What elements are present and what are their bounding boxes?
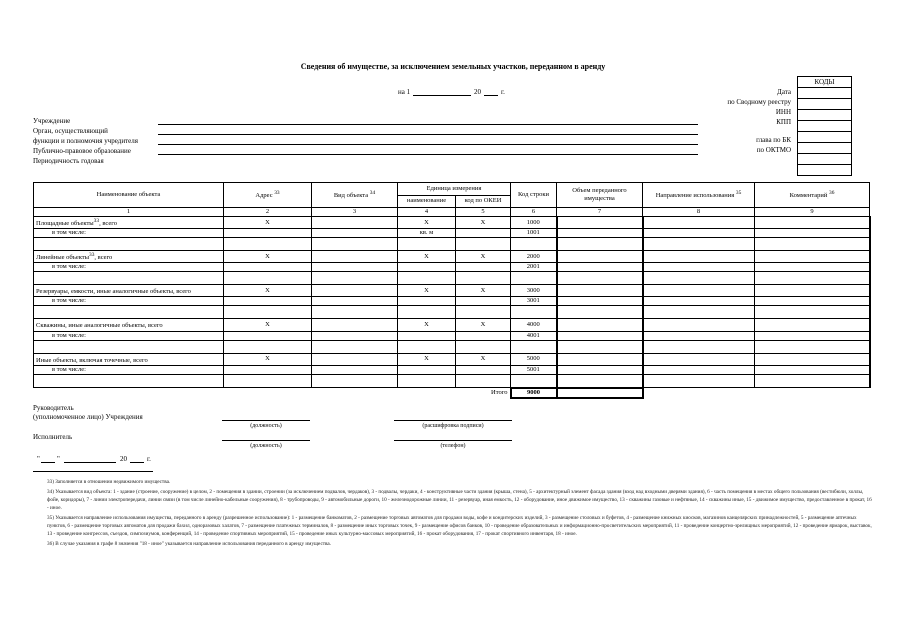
blank-cell[interactable] bbox=[557, 374, 643, 388]
group-unit: Х bbox=[398, 285, 456, 297]
code-bk[interactable] bbox=[798, 143, 851, 154]
group-type[interactable] bbox=[312, 353, 398, 365]
code-kpp[interactable] bbox=[798, 121, 851, 132]
group-sub-row bbox=[34, 229, 870, 238]
blank-cell[interactable] bbox=[755, 340, 870, 353]
codes-box bbox=[797, 76, 852, 176]
head-position-field[interactable] bbox=[222, 420, 310, 421]
sub-direction[interactable] bbox=[643, 263, 755, 272]
caption-position-2: (должность) bbox=[250, 443, 282, 449]
code-inn[interactable] bbox=[798, 110, 851, 121]
blank-cell[interactable] bbox=[456, 238, 511, 251]
sub-okei[interactable] bbox=[456, 331, 511, 340]
group-sub-row bbox=[34, 263, 870, 272]
blank-cell[interactable] bbox=[224, 374, 312, 388]
public-entity-field[interactable] bbox=[158, 154, 698, 155]
blank-cell[interactable] bbox=[398, 238, 456, 251]
group-code: 1000 bbox=[511, 217, 557, 229]
group-unit: Х bbox=[398, 217, 456, 229]
col-num: 7 bbox=[557, 208, 643, 217]
footnotes bbox=[33, 478, 873, 548]
sub-direction[interactable] bbox=[643, 229, 755, 238]
sub-address[interactable] bbox=[224, 297, 312, 306]
header-address: Адрес $^{33}$ bbox=[224, 183, 312, 208]
authority-field-1[interactable] bbox=[158, 134, 698, 135]
header-type: Вид объекта $^{34}$ bbox=[312, 183, 398, 208]
header-name: Наименование объекта bbox=[34, 183, 224, 208]
blank-cell[interactable] bbox=[643, 340, 755, 353]
date-prefix: на 1 bbox=[398, 88, 411, 96]
col-num: 1 bbox=[34, 208, 224, 217]
column-numbers-row bbox=[34, 208, 870, 217]
sub-address[interactable] bbox=[224, 229, 312, 238]
sub-unit: кв. м bbox=[398, 229, 456, 238]
sub-comment[interactable] bbox=[755, 229, 870, 238]
label-oktmo: по ОКТМО bbox=[756, 146, 791, 154]
header-unit: Единица измерения bbox=[398, 183, 511, 196]
code-empty bbox=[798, 132, 851, 143]
executor-label: Исполнитель bbox=[33, 433, 73, 441]
blank-cell[interactable] bbox=[456, 272, 511, 285]
blank-cell[interactable] bbox=[456, 340, 511, 353]
sub-code: 1001 bbox=[511, 229, 557, 238]
blank-cell[interactable] bbox=[312, 306, 398, 319]
group-comment[interactable] bbox=[755, 319, 870, 331]
date-year-field[interactable] bbox=[484, 95, 498, 96]
label-kpp: КПП bbox=[776, 118, 791, 126]
sub-okei[interactable] bbox=[456, 263, 511, 272]
sub-unit bbox=[398, 331, 456, 340]
group-sub-label: в том числе: bbox=[34, 297, 224, 306]
group-sub-label: в том числе: bbox=[34, 331, 224, 340]
group-address: Х bbox=[224, 217, 312, 229]
blank-cell[interactable] bbox=[557, 272, 643, 285]
code-oktmo[interactable] bbox=[798, 154, 851, 165]
group-code: 4000 bbox=[511, 319, 557, 331]
group-type[interactable] bbox=[312, 319, 398, 331]
group-row bbox=[34, 319, 870, 331]
header-comment: Комментарий $^{36}$ bbox=[755, 183, 870, 208]
label-authority-2: функции и полномочия учредителя bbox=[33, 137, 138, 145]
blank-cell[interactable] bbox=[34, 238, 224, 251]
sub-direction[interactable] bbox=[643, 297, 755, 306]
group-okei: Х bbox=[456, 217, 511, 229]
blank-cell[interactable] bbox=[557, 340, 643, 353]
sign-year-suffix: г. bbox=[147, 455, 151, 463]
label-inn: ИНН bbox=[775, 108, 791, 116]
blank-cell[interactable] bbox=[34, 272, 224, 285]
total-label: Итого bbox=[491, 389, 508, 397]
group-unit: Х bbox=[398, 251, 456, 263]
blank-cell[interactable] bbox=[643, 238, 755, 251]
sign-year-prefix: 20 bbox=[120, 455, 127, 463]
sub-okei[interactable] bbox=[456, 229, 511, 238]
blank-cell[interactable] bbox=[755, 306, 870, 319]
sub-comment[interactable] bbox=[755, 263, 870, 272]
blank-cell[interactable] bbox=[456, 374, 511, 388]
label-authority-1: Орган, осуществляющий bbox=[33, 127, 108, 135]
footnote-35: 35) Указывается направление использования имущества, переданного в аренду (разрешенное использование): 1 - размещение банкоматов, 2 - размещение торговых автоматов для продажи воды, кофе и кондитерских изделий, 3 - размещение столовых и буфетов, 4 - размещение книжных киосков, магазинов канцелярских принадлежностей, 5 - размещение аптечных пунктов, 6 - размещение торговых автоматов для продажи бахил, одноразовых халатов, 7 - размещение платежных терминалов, 8 - размещение иных торговых точек, 9 - размещение офисов банков, 10 - проведение образовательных и информационно-просветительских мероприятий, 11 - проведение концертно-зрелищных мероприятий, 12 - проведение ярмарок, выставок, 13 - проведение конгрессов, съездов, симпозиумов, конференций, 14 - проведение спортивных мероприятий, 15 - проведение иных культурно-массовых мероприятий, 16 - прокат оборудования, 17 - прокат спортивного инвентаря, 18 - иное. bbox=[47, 515, 872, 537]
col-num: 5 bbox=[456, 208, 511, 217]
sub-comment[interactable] bbox=[755, 365, 870, 374]
group-sub-label: в том числе: bbox=[34, 263, 224, 272]
form-title: Сведения об имуществе, за исключением земельных участков, переданном в аренду bbox=[300, 62, 606, 71]
caption-phone: (телефон) bbox=[440, 443, 466, 449]
group-unit: Х bbox=[398, 353, 456, 365]
total-code: 9000 bbox=[511, 388, 557, 398]
group-sub-label: в том числе: bbox=[34, 229, 224, 238]
group-sub-row bbox=[34, 297, 870, 306]
group-blank-row bbox=[34, 340, 870, 353]
blank-cell[interactable] bbox=[755, 272, 870, 285]
blank-cell[interactable] bbox=[511, 238, 557, 251]
sub-address[interactable] bbox=[224, 331, 312, 340]
authority-field-2[interactable] bbox=[158, 144, 698, 145]
group-type[interactable] bbox=[312, 285, 398, 297]
sign-year-field[interactable] bbox=[130, 462, 144, 463]
group-name: Скважины, иные аналогичные объекты, всего bbox=[34, 319, 224, 331]
group-blank-row bbox=[34, 306, 870, 319]
group-volume[interactable] bbox=[557, 217, 643, 229]
group-unit: Х bbox=[398, 319, 456, 331]
sub-address[interactable] bbox=[224, 365, 312, 374]
sign-head-label: Руководитель bbox=[33, 404, 74, 412]
group-sub-row bbox=[34, 365, 870, 374]
head-decoding-field[interactable] bbox=[394, 420, 512, 421]
group-sub-label: в том числе: bbox=[34, 365, 224, 374]
blank-cell[interactable] bbox=[224, 272, 312, 285]
footnote-33: 33) Заполняется в отношении недвижимого имущества. bbox=[47, 479, 171, 485]
total-volume[interactable] bbox=[557, 388, 643, 398]
executor-phone-field[interactable] bbox=[394, 440, 512, 441]
group-volume[interactable] bbox=[557, 319, 643, 331]
blank-cell[interactable] bbox=[643, 306, 755, 319]
col-num: 6 bbox=[511, 208, 557, 217]
group-comment[interactable] bbox=[755, 353, 870, 365]
header-volume: Объем переданного имущества bbox=[557, 183, 643, 208]
col-num: 9 bbox=[755, 208, 870, 217]
blank-cell[interactable] bbox=[643, 374, 755, 388]
sub-code: 2001 bbox=[511, 263, 557, 272]
blank-cell[interactable] bbox=[312, 340, 398, 353]
group-row bbox=[34, 353, 870, 365]
blank-cell[interactable] bbox=[557, 238, 643, 251]
blank-cell[interactable] bbox=[557, 306, 643, 319]
group-address: Х bbox=[224, 251, 312, 263]
blank-cell[interactable] bbox=[34, 306, 224, 319]
group-okei: Х bbox=[456, 285, 511, 297]
group-address: Х bbox=[224, 285, 312, 297]
blank-cell[interactable] bbox=[511, 374, 557, 388]
footnote-separator bbox=[33, 471, 153, 472]
group-direction[interactable] bbox=[643, 353, 755, 365]
sub-okei[interactable] bbox=[456, 365, 511, 374]
label-public-entity: Публично-правовое образование bbox=[33, 147, 131, 155]
col-num: 4 bbox=[398, 208, 456, 217]
group-direction[interactable] bbox=[643, 251, 755, 263]
sub-volume[interactable] bbox=[557, 365, 643, 374]
sub-type[interactable] bbox=[312, 365, 398, 374]
sub-code: 5001 bbox=[511, 365, 557, 374]
label-registry: по Сводному реестру bbox=[727, 98, 791, 106]
blank-cell[interactable] bbox=[643, 272, 755, 285]
group-name: Площадные объекты$^{33}$, всего bbox=[34, 217, 224, 229]
sub-comment[interactable] bbox=[755, 297, 870, 306]
sub-unit bbox=[398, 365, 456, 374]
group-address: Х bbox=[224, 353, 312, 365]
total-row bbox=[34, 388, 870, 398]
label-date: Дата bbox=[777, 88, 791, 96]
group-direction[interactable] bbox=[643, 285, 755, 297]
sub-type[interactable] bbox=[312, 331, 398, 340]
property-table bbox=[33, 182, 871, 399]
sign-head-label-2: (уполномоченное лицо) Учреждения bbox=[33, 413, 143, 421]
group-blank-row bbox=[34, 272, 870, 285]
group-comment[interactable] bbox=[755, 285, 870, 297]
blank-cell[interactable] bbox=[224, 340, 312, 353]
group-type[interactable] bbox=[312, 217, 398, 229]
blank-cell[interactable] bbox=[398, 340, 456, 353]
group-comment[interactable] bbox=[755, 251, 870, 263]
group-code: 5000 bbox=[511, 353, 557, 365]
blank-cell[interactable] bbox=[755, 374, 870, 388]
group-row bbox=[34, 285, 870, 297]
sub-code: 3001 bbox=[511, 297, 557, 306]
blank-cell[interactable] bbox=[456, 306, 511, 319]
executor-position-field[interactable] bbox=[222, 440, 310, 441]
date-quote-close: " bbox=[57, 455, 60, 463]
label-periodicity: Периодичность годовая bbox=[33, 157, 104, 165]
date-quote-open: " bbox=[37, 455, 40, 463]
group-name: Резервуары, емкости, иные аналогичные объекты, всего bbox=[34, 285, 224, 297]
footnote-36: 36) В случае указания в графе 8 значения "18 - иное" указывается направление использования переданного в аренду имущества. bbox=[47, 541, 332, 547]
date-day-month-field[interactable] bbox=[413, 95, 471, 96]
blank-cell[interactable] bbox=[511, 340, 557, 353]
blank-cell[interactable] bbox=[312, 272, 398, 285]
sub-volume[interactable] bbox=[557, 229, 643, 238]
sub-type[interactable] bbox=[312, 229, 398, 238]
blank-cell[interactable] bbox=[34, 340, 224, 353]
sub-okei[interactable] bbox=[456, 297, 511, 306]
sub-volume[interactable] bbox=[557, 263, 643, 272]
header-unit-okei: код по ОКЕИ bbox=[456, 195, 511, 208]
col-num: 3 bbox=[312, 208, 398, 217]
codes-header: КОДЫ bbox=[798, 77, 851, 88]
label-bk: глава по БК bbox=[756, 136, 791, 144]
sub-type[interactable] bbox=[312, 297, 398, 306]
group-okei: Х bbox=[456, 319, 511, 331]
blank-cell[interactable] bbox=[511, 306, 557, 319]
blank-cell[interactable] bbox=[511, 272, 557, 285]
code-period bbox=[798, 165, 851, 175]
sub-direction[interactable] bbox=[643, 331, 755, 340]
blank-cell[interactable] bbox=[398, 374, 456, 388]
group-direction[interactable] bbox=[643, 217, 755, 229]
sub-unit bbox=[398, 263, 456, 272]
group-volume[interactable] bbox=[557, 353, 643, 365]
blank-cell[interactable] bbox=[224, 238, 312, 251]
blank-cell[interactable] bbox=[34, 374, 224, 388]
label-institution: Учреждение bbox=[33, 117, 71, 125]
sub-type[interactable] bbox=[312, 263, 398, 272]
group-comment[interactable] bbox=[755, 217, 870, 229]
blank-cell[interactable] bbox=[398, 272, 456, 285]
blank-cell[interactable] bbox=[312, 374, 398, 388]
group-sub-row bbox=[34, 331, 870, 340]
sub-volume[interactable] bbox=[557, 297, 643, 306]
header-unit-name: наименование bbox=[398, 195, 456, 208]
date-suffix: г. bbox=[501, 88, 505, 96]
sign-day-field[interactable] bbox=[41, 462, 55, 463]
date-year-prefix: 20 bbox=[474, 88, 481, 96]
header-direction: Направление использования $^{35}$ bbox=[643, 183, 755, 208]
group-code: 2000 bbox=[511, 251, 557, 263]
institution-field[interactable] bbox=[158, 124, 698, 125]
caption-decoding: (расшифровка подписи) bbox=[422, 423, 484, 429]
blank-cell[interactable] bbox=[312, 238, 398, 251]
group-name: Иные объекты, включая точечные, всего bbox=[34, 353, 224, 365]
blank-cell[interactable] bbox=[755, 238, 870, 251]
sub-direction[interactable] bbox=[643, 365, 755, 374]
header-row-code: Код строки bbox=[511, 183, 557, 208]
sub-code: 4001 bbox=[511, 331, 557, 340]
code-registry[interactable] bbox=[798, 99, 851, 110]
col-num: 8 bbox=[643, 208, 755, 217]
group-row bbox=[34, 217, 870, 229]
col-num: 2 bbox=[224, 208, 312, 217]
group-volume[interactable] bbox=[557, 285, 643, 297]
sign-month-field[interactable] bbox=[64, 462, 116, 463]
group-blank-row bbox=[34, 374, 870, 388]
group-name: Линейные объекты$^{33}$, всего bbox=[34, 251, 224, 263]
group-volume[interactable] bbox=[557, 251, 643, 263]
group-okei: Х bbox=[456, 353, 511, 365]
code-date[interactable] bbox=[798, 88, 851, 99]
groups-body bbox=[34, 217, 870, 388]
group-type[interactable] bbox=[312, 251, 398, 263]
sub-comment[interactable] bbox=[755, 331, 870, 340]
caption-position: (должность) bbox=[250, 423, 282, 429]
sub-unit bbox=[398, 297, 456, 306]
group-blank-row bbox=[34, 238, 870, 251]
sub-address[interactable] bbox=[224, 263, 312, 272]
footnote-34: 34) Указывается вид объекта: 1 - здание (строение, сооружение) в целом, 2 - помещения в здании, строении (за исключением подвалов, чердаков), 3 - подвалы, чердаки, 4 - конструктивные части здания (крыша, стена), 5 - архитектурный элемент фасада здания (вход над входными дверями здания), 6 - часть помещения в местах общего пользования (вестибюли, холлы, фойе, коридоры), 7 - линии электропередачи, линии связи (в том числе линейно-кабельные сооружения), 8 - трубопроводы, 9 - автомобильные дороги, 10 - железнодорожные линии, 11 - резервуар, иная емкость, 12 - оборудование, иное движимое имущество, 13 - скважины газовые и нефтяные, 14 - скважины иные, 15 - движимое имущество, предоставленное в прокат, 16 - иное. bbox=[47, 489, 872, 511]
blank-cell[interactable] bbox=[398, 306, 456, 319]
sub-volume[interactable] bbox=[557, 331, 643, 340]
group-direction[interactable] bbox=[643, 319, 755, 331]
group-row bbox=[34, 251, 870, 263]
group-address: Х bbox=[224, 319, 312, 331]
group-code: 3000 bbox=[511, 285, 557, 297]
blank-cell[interactable] bbox=[224, 306, 312, 319]
group-okei: Х bbox=[456, 251, 511, 263]
